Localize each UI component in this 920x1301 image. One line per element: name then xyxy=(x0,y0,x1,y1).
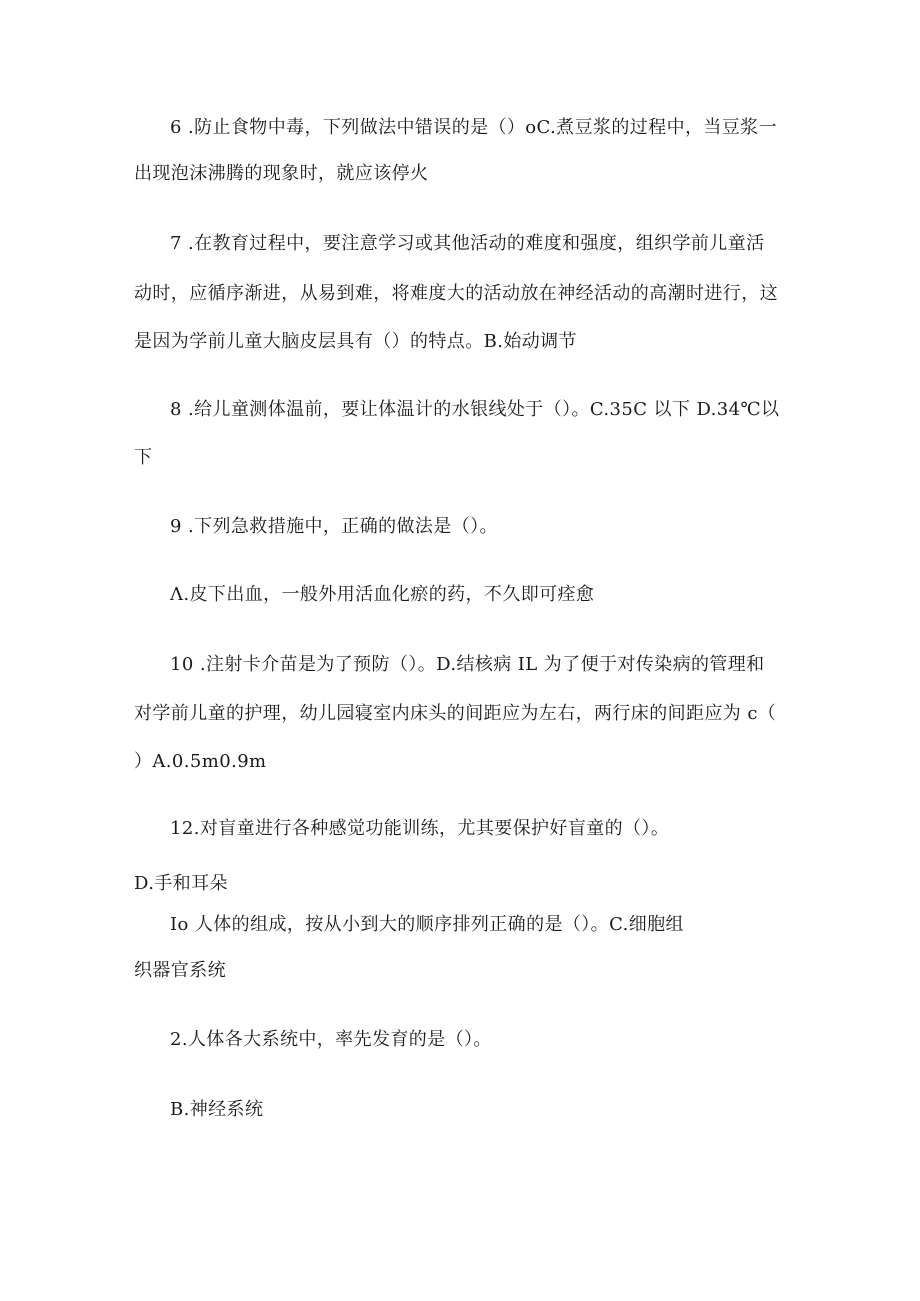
q7-line-1: 7 .在教育过程中，要注意学习或其他活动的难度和强度，组织学前儿童活 xyxy=(170,233,765,254)
q9-line: 9 .下列急救措施中，正确的做法是（）。 xyxy=(170,516,498,537)
q10-line-2: 对学前儿童的护理，幼儿园寝室内床头的间距应为左右，两行床的间距应为 c（ xyxy=(134,703,777,724)
q6-line-2: 出现泡沫沸腾的现象时，就应该停火 xyxy=(134,163,429,184)
q10-line-1: 10 .注射卡介苗是为了预防（）。D.结核病 IL 为了便于对传染病的管理和 xyxy=(170,654,765,675)
q6-line-1: 6 .防止食物中毒，下列做法中错误的是（）oC.煮豆浆的过程中，当豆浆一 xyxy=(170,117,777,138)
q7-line-2: 动时，应循序渐进，从易到难，将难度大的活动放在神经活动的高潮时进行，这 xyxy=(134,283,778,304)
q9-answer: Λ.皮下出血，一般外用活血化瘀的药，不久即可痊愈 xyxy=(170,584,595,605)
q12-answer: D.手和耳朵 xyxy=(134,873,228,894)
q7-line-3: 是因为学前儿童大脑皮层具有（）的特点。B.始动调节 xyxy=(134,331,577,352)
q1-line-2: 织器官系统 xyxy=(134,960,226,981)
q2-answer: B.神经系统 xyxy=(170,1099,264,1120)
q10-line-3: ）A.0.5m0.9m xyxy=(134,751,267,772)
q12-line: 12.对盲童进行各种感觉功能训练，尤其要保护好盲童的（）。 xyxy=(170,818,670,839)
q8-line-1: 8 .给儿童测体温前，要让体温计的水银线处于（）。C.35C 以下 D.34℃以 xyxy=(170,399,780,420)
q1-line-1: Io 人体的组成，按从小到大的顺序排列正确的是（）。C.细胞组 xyxy=(170,914,684,935)
q2-line: 2.人体各大系统中，率先发育的是（）。 xyxy=(170,1029,492,1050)
q8-line-2: 下 xyxy=(134,447,153,468)
